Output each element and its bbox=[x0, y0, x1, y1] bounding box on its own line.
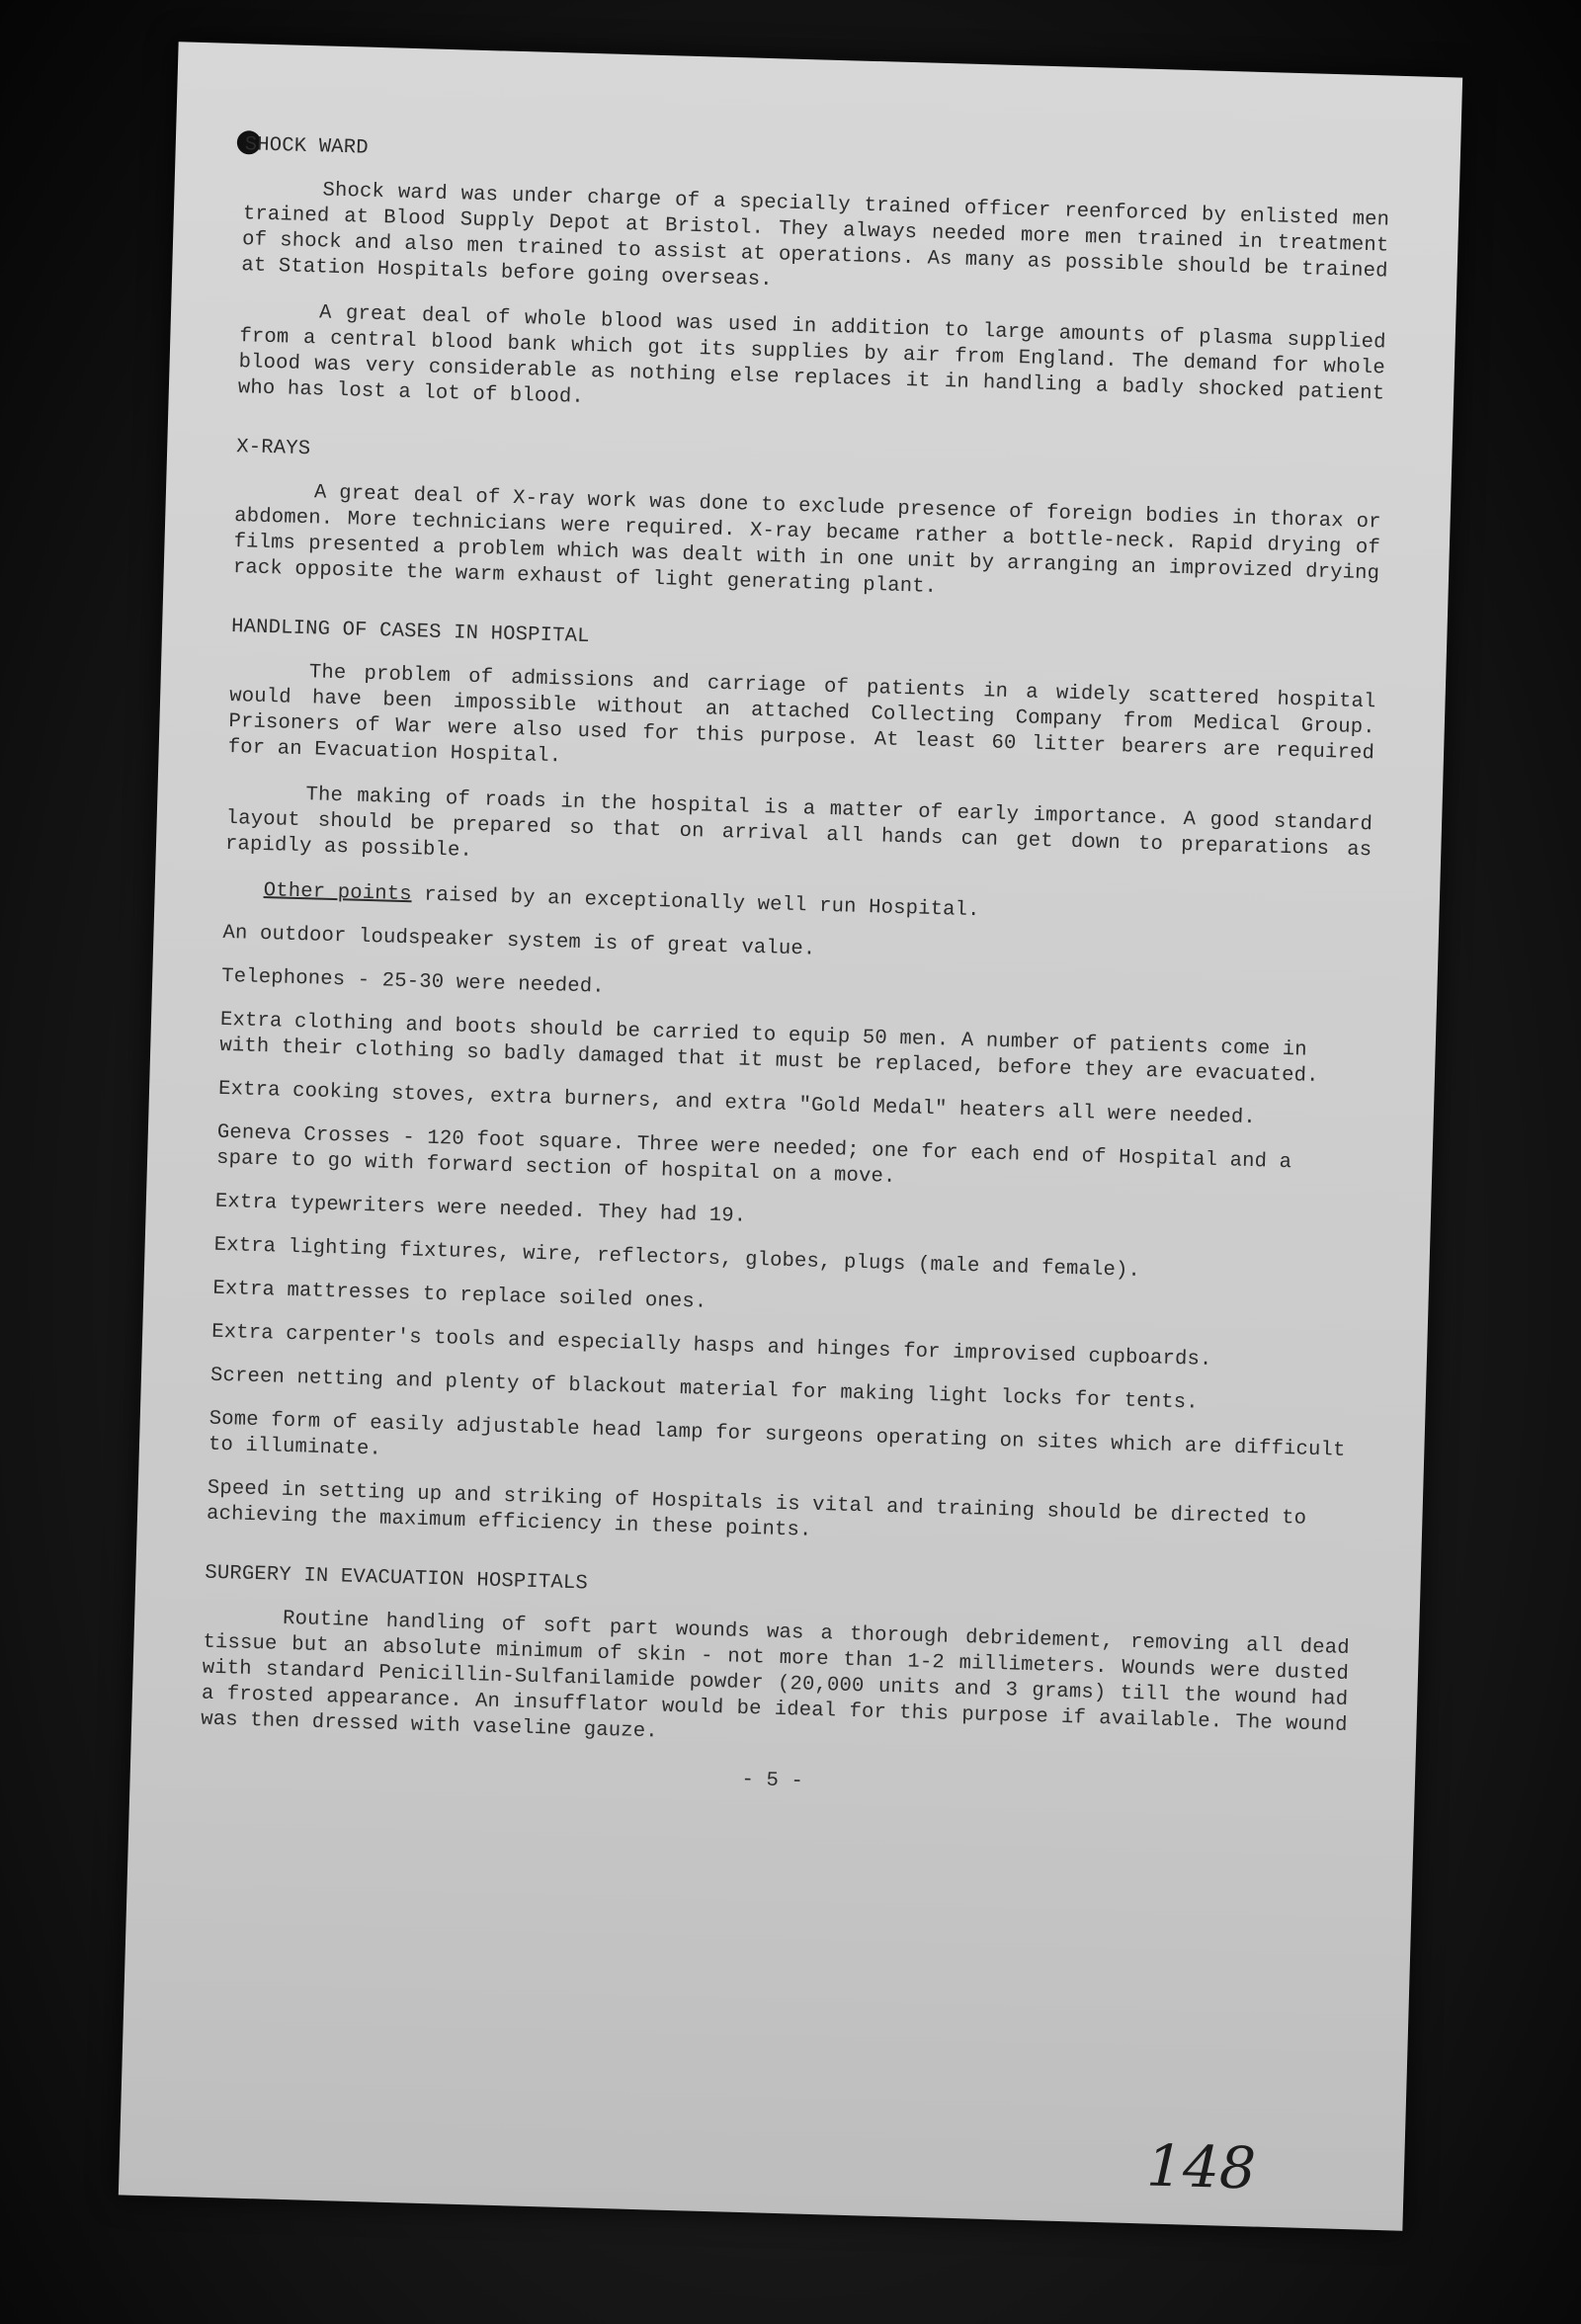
list-item: Extra mattresses to replace soiled ones. bbox=[212, 1277, 707, 1314]
list-item: Geneva Crosses - 120 foot square. Three were needed; one for each end of Hospital and a spare to go with forward section of hospital on a move. bbox=[215, 1120, 1292, 1189]
list-item: Extra cooking stoves, extra burners, and extra "Gold Medal" heaters all were needed. bbox=[217, 1077, 1257, 1130]
list-item: Extra lighting fixtures, wire, reflectors, globes, plugs (male and female). bbox=[213, 1233, 1141, 1283]
section-heading-shock-ward: SHOCK WARD bbox=[244, 133, 370, 160]
section-heading-surgery: SURGERY IN EVACUATION HOSPITALS bbox=[205, 1561, 589, 1596]
other-points-rest: raised by an exceptionally well run Hospital. bbox=[411, 883, 980, 923]
page-number: - 5 - bbox=[741, 1768, 804, 1793]
list-item: Telephones - 25-30 were needed. bbox=[220, 964, 606, 999]
document-body bbox=[200, 132, 1391, 1810]
list-item: Some form of easily adjustable head lamp for surgeons operating on sites which are difficult to illuminate. bbox=[208, 1407, 1346, 1462]
handwritten-page-number: 148 bbox=[1145, 2131, 1257, 2202]
paragraph: A great deal of X-ray work was done to exclude presence of foreign bodies in thorax or abdomen. More technicians were required. X-ray became rather a bottle-neck. Rapid drying of films presented a problem which was dealt with in one unit by arranging an improvized drying rack opposite the warm exhaust of light generating plant. bbox=[232, 481, 1381, 599]
list-item: Screen netting and plenty of blackout material for making light locks for tents. bbox=[209, 1364, 1200, 1415]
list-item: Speed in setting up and striking of Hospitals is vital and training should be directed to achieving the maximum efficiency in these points. bbox=[206, 1476, 1307, 1542]
document-page bbox=[119, 42, 1462, 2230]
list-item: Extra carpenter's tools and especially hasps and hinges for improvised cupboards. bbox=[210, 1320, 1212, 1371]
paragraph: Routine handling of soft part wounds was a thorough debridement, removing all dead tissue but an absolute minimum of skin - not more than 1-2 millimeters. Wounds were dusted with standard Penicillin-Sulfanilamide powder (20,000 units and 3 grams) till the wound had a frosted appearance. An insufflator would be ideal for this purpose if available. The wound was then dressed with vaseline gauze. bbox=[200, 1607, 1351, 1744]
list-item: Extra typewriters were needed. They had 19. bbox=[214, 1190, 747, 1228]
other-points-label: Other points bbox=[263, 879, 413, 907]
paragraph: The problem of admissions and carriage of patients in a widely scattered hospital would have been impossible without an attached Collecting Company from Medical Group. Prisoners of War were also used for this purpose. At least 60 litter bearers are required for an Evacuation Hospital. bbox=[227, 661, 1376, 769]
paragraph: The making of roads in the hospital is a matter of early importance. A good standard layout should be prepared so that on arrival all hands can get down to preparations as rapidly as possible. bbox=[224, 784, 1373, 863]
list-item: An outdoor loudspeaker system is of great value. bbox=[222, 921, 816, 961]
list-item: Extra clothing and boots should be carried to equip 50 men. A number of patients come in with their clothing so badly damaged that it must be replaced, before they are evacuated. bbox=[219, 1008, 1319, 1088]
section-heading-handling: HANDLING OF CASES IN HOSPITAL bbox=[230, 616, 590, 649]
section-heading-x-rays: X-RAYS bbox=[235, 436, 311, 461]
paragraph: Shock ward was under charge of a specially trained officer reenforced by enlisted men trained at Blood Supply Depot at Bristol. They always needed more men trained in treatment of shock and also men trained to assist at operations. As many as possible should be trained at Station Hospitals before going overseas. bbox=[241, 179, 1390, 292]
paragraph: A great deal of whole blood was used in addition to large amounts of plasma supplied from a central blood bank which got its supplies by air from England. The demand for whole blood was very considerable as nothing else replaces it in handling a badly shocked patient who has lost a lot of blood. bbox=[237, 301, 1386, 409]
